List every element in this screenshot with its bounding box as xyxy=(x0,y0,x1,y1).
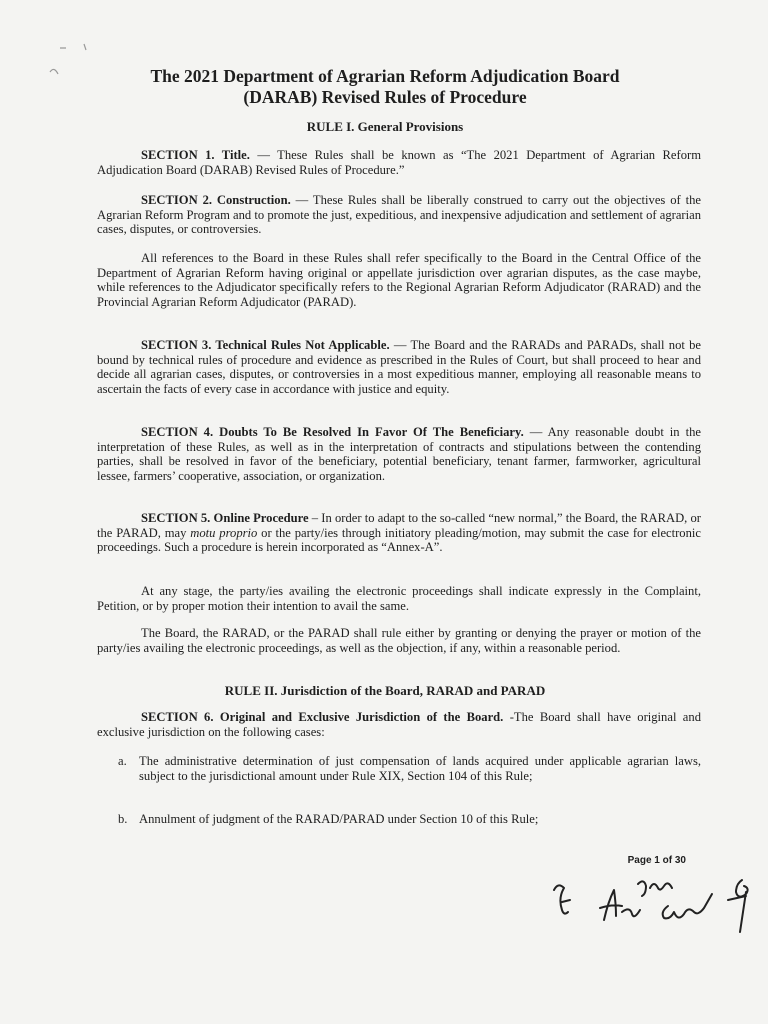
page-label: Page xyxy=(627,855,652,866)
section-1-heading: SECTION 1. Title. xyxy=(141,148,250,162)
board-rule-paragraph: The Board, the RARAD, or the PARAD shall rule either by granting or denying the prayer or motion of the party/ies availing the electronic proceedings, as well as the objection, if any, within a reasonable period. xyxy=(97,626,701,655)
rule-1-heading: RULE I. General Provisions xyxy=(306,119,464,134)
document-title xyxy=(80,66,690,108)
references-paragraph: All references to the Board in these Rules shall refer specifically to the Board in the Central Office of the Department of Agrarian Reform having original or appellate jurisdiction over agrarian disputes, as the case maybe, while references to the Adjudicator specifically refers to the Regional Agrarian Reform Adjudicator (RARAD) and the Provincial Agrarian Reform Adjudicator (PARAD). xyxy=(97,251,701,310)
page-number xyxy=(628,855,686,866)
section-2-body: — These Rules shall be liberally construed to carry out the objectives of the Agrarian Reform Program and to promote the just, expeditious, and inexpensive adjudication and settlement of agrarian cases, disputes, or controversies. xyxy=(97,193,701,237)
section-1 xyxy=(97,148,701,177)
list-item-b xyxy=(118,812,701,827)
handwritten-initials xyxy=(546,872,766,942)
section-2 xyxy=(97,193,701,237)
section-5-heading: SECTION 5. Online Procedure xyxy=(141,511,309,525)
section-5 xyxy=(97,511,701,555)
list-marker: a. xyxy=(118,754,127,768)
section-4-heading: SECTION 4. Doubts To Be Resolved In Favor Of The Beneficiary. xyxy=(141,425,524,439)
section-3-heading: SECTION 3. Technical Rules Not Applicable. xyxy=(141,338,390,352)
any-stage-paragraph: At any stage, the party/ies availing the electronic proceedings shall indicate expressly in the Complaint, Petition, or by proper motion their intention to avail the same. xyxy=(97,584,701,613)
section-3 xyxy=(97,338,701,397)
page-current: 1 xyxy=(654,855,660,866)
section-4 xyxy=(97,425,701,484)
page-of-label: of xyxy=(662,855,673,866)
section-2-heading: SECTION 2. Construction. xyxy=(141,193,291,207)
section-6 xyxy=(97,710,701,739)
section-3-body: — The Board and the RARADs and PARADs, shall not be bound by technical rules of procedure and evidence as prescribed in the Rules of Court, but shall proceed to hear and decide all agrarian cases, disputes, or controversies in a most expeditious manner, employing all reasonable means to ascertain the facts of every case in accordance with justice and equity. xyxy=(97,338,701,397)
title-line-1: The 2021 Department of Agrarian Reform Adjudication Board xyxy=(150,66,620,86)
list-item-text: Annulment of judgment of the RARAD/PARAD under Section 10 of this Rule; xyxy=(139,812,539,826)
section-5-italic: motu proprio xyxy=(190,525,258,540)
list-marker: b. xyxy=(118,812,128,826)
list-item-text: The administrative determination of just compensation of lands acquired under applicable agrarian laws, subject to the jurisdictional amount under Rule XIX, Section 104 of this Rule; xyxy=(139,754,701,783)
section-6-heading: SECTION 6. Original and Exclusive Jurisdiction of the Board. xyxy=(141,710,504,724)
title-line-2: (DARAB) Revised Rules of Procedure xyxy=(243,87,527,107)
rule-2-heading: RULE II. Jurisdiction of the Board, RARAD and PARAD xyxy=(224,683,546,698)
section-6-body: -The Board shall have original and exclusive jurisdiction on the following cases: xyxy=(97,710,701,739)
section-5-body-a: – In order to adapt to the so-called “new normal,” the Board, the RARAD, or the PARAD, may xyxy=(97,511,701,540)
page-total: 30 xyxy=(674,855,686,866)
section-1-body: — These Rules shall be known as “The 2021 Department of Agrarian Reform Adjudication Board (DARAB) Revised Rules of Procedure.” xyxy=(97,148,701,177)
list-item-a xyxy=(118,754,701,783)
section-5-body-b: or the party/ies through initiatory pleading/motion, may submit the case for electronic proceedings. Such a procedure is herein incorporated as “Annex-A”. xyxy=(97,525,701,555)
section-4-body: — Any reasonable doubt in the interpretation of these Rules, as well as in the interpretation of contracts and stipulations between the contending parties, shall be resolved in favor of the beneficiary, potential beneficiary, tenant farmer, farmworker, agricultural lessee, farmers’ cooperative, association, or organization. xyxy=(97,425,701,484)
